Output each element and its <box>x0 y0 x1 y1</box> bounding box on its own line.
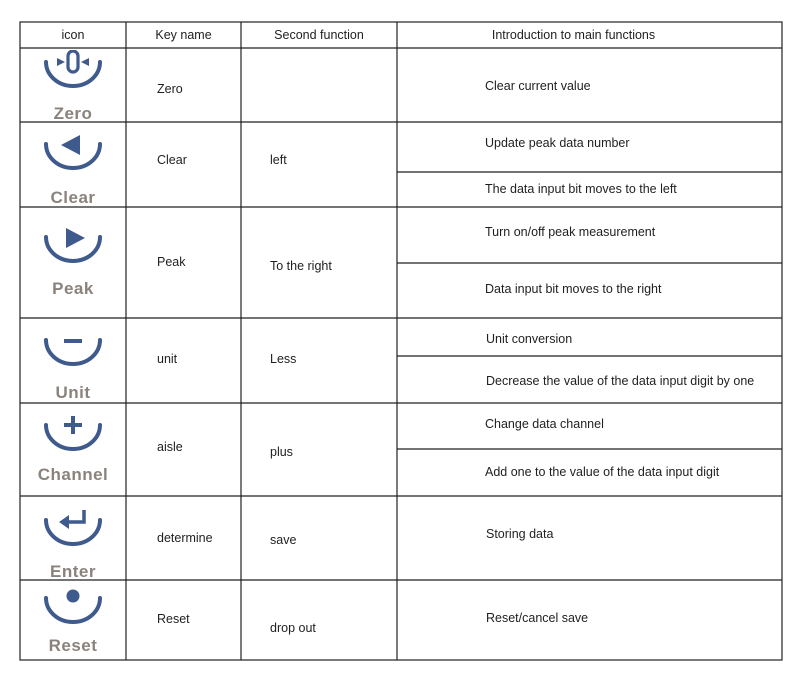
icon-label-unit: Unit <box>55 383 91 402</box>
function-channel-1: Change data channel <box>485 417 604 431</box>
key-name-unit: unit <box>157 352 178 366</box>
key-name-enter: determine <box>157 531 213 545</box>
key-name-channel: aisle <box>157 440 183 454</box>
second-function-channel: plus <box>270 445 293 459</box>
table-row <box>20 318 126 403</box>
icon-label-enter: Enter <box>50 562 96 581</box>
icon-label-peak: Peak <box>52 279 94 298</box>
table-row <box>20 403 126 496</box>
table-row <box>20 48 126 122</box>
plus-icon <box>42 413 104 453</box>
icon-label-clear: Clear <box>50 188 96 207</box>
icon-label-channel: Channel <box>37 465 109 484</box>
key-name-peak: Peak <box>157 255 186 269</box>
key-name-zero: Zero <box>157 82 183 96</box>
icon-label-zero: Zero <box>53 104 93 123</box>
second-function-reset: drop out <box>270 621 316 635</box>
table-row <box>20 496 126 580</box>
key-name-clear: Clear <box>157 153 187 167</box>
function-enter-1: Storing data <box>486 527 554 541</box>
function-zero-1: Clear current value <box>485 79 591 93</box>
second-function-enter: save <box>270 533 297 547</box>
second-function-clear: left <box>270 153 287 167</box>
table-row <box>20 580 126 660</box>
function-clear-2: The data input bit moves to the left <box>485 182 677 196</box>
function-peak-1: Turn on/off peak measurement <box>485 225 656 239</box>
dot-icon <box>42 586 104 626</box>
header-intro: Introduction to main functions <box>491 28 656 42</box>
table-row <box>20 122 126 207</box>
second-function-peak: To the right <box>270 259 332 273</box>
function-unit-2: Decrease the value of the data input digit by one <box>486 374 755 388</box>
key-name-reset: Reset <box>157 612 190 626</box>
function-clear-1: Update peak data number <box>485 136 630 150</box>
function-channel-2: Add one to the value of the data input digit <box>485 465 720 479</box>
function-reset-1: Reset/cancel save <box>486 611 589 625</box>
table-row <box>20 207 126 318</box>
function-unit-1: Unit conversion <box>486 332 573 346</box>
function-peak-2: Data input bit moves to the right <box>485 282 662 296</box>
header-key-name: Key name <box>155 28 212 42</box>
zero-icon <box>42 50 104 90</box>
enter-icon <box>42 508 104 548</box>
header-second-function: Second function <box>274 28 364 42</box>
icon-label-reset: Reset <box>48 636 98 655</box>
minus-icon <box>42 328 104 368</box>
right-arrow-icon <box>42 225 104 265</box>
left-arrow-icon <box>42 132 104 172</box>
second-function-unit: Less <box>270 352 297 366</box>
header-icon: icon <box>61 28 85 42</box>
